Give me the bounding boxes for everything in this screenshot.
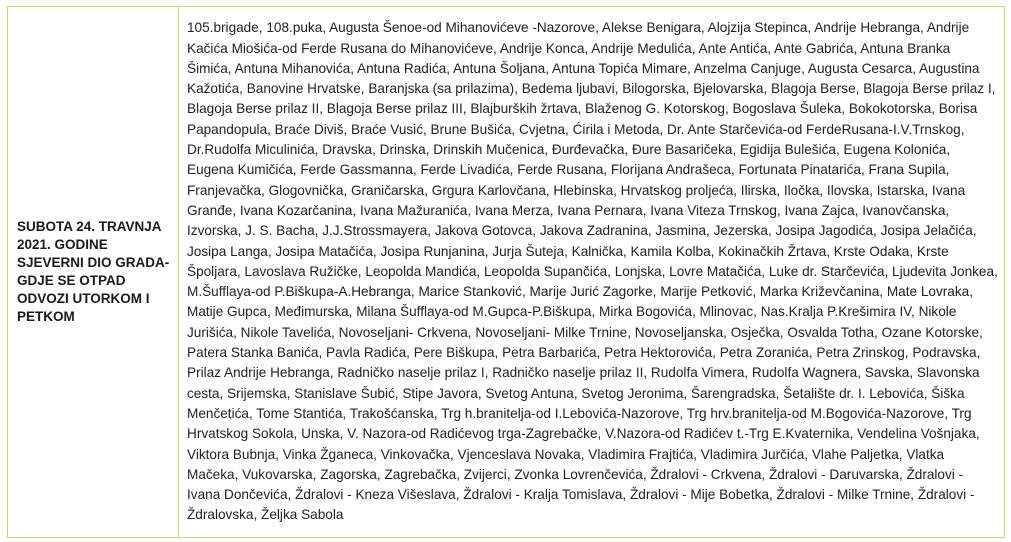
collection-day-label: SUBOTA 24. TRAVNJA 2021. GODINE SJEVERNI DIO GRADA-GDJE SE OTPAD ODVOZI UTORKOM I PETKOM (8, 7, 179, 538)
street-list: 105.brigade, 108.puka, Augusta Šenoe-od Mihanovićeve -Nazorove, Alekse Benigara, Alojzija Stepinca, Andrije Hebranga, Andrije Kačića Miošića-od Ferde Rusana do Mihanovićeve, Andrije Konca, Andrije Medulića, Ante Antića, Ante Gabrića, Antuna Branka Šimića, Antuna Mihanovića, Antuna Radića, Antuna Šoljana, Antuna Topića Mimare, Anzelma Canjuge, Augusta Cesarca, Augustina Kažotića, Banovine Hrvatske, Baranjska (sa prilazima), Bedema ljubavi, Bilogorska, Bjelovarska, Blagoja Berse, Blagoja Berse prilaz I, Blagoja Berse prilaz II, Blagoja Berse prilaz III, Blajburških žrtava, Blaženog G. Kotorskog, Bogoslava Šuleka, Bokokotorska, Borisa Papandopula, Braće Diviš, Braće Vusić, Brune Bušića, Cvjetna, Ćirila i Metoda, Dr. Ante Starčevića-od FerdeRusana-I.V.Trnskog, Dr.Rudolfa Miculinića, Dravska, Drinska, Drinskih Mučenica, Đurđevačka, Đure Basaričeka, Egidija Bulešića, Eugena Kolonića, Eugena Kumičića, Ferde Gassmanna, Ferde Livadića, Ferde Rusana, Florijana Andrašeca, Fortunata Pinatarića, Frana Supila, Franjevačka, Glogovnička, Graničarska, Grgura Karlovčana, Hlebinska, Hrvatskog proljeća, Ilirska, Iločka, Ilovska, Istarska, Ivana Granđe, Ivana Kozarčanina, Ivana Mažuranića, Ivana Merza, Ivana Pernara, Ivana Viteza Trnskog, Ivana Zajca, Ivanovčanska, Izvorska, J. S. Bacha, J.J.Strossmayera, Jakova Gotovca, Jakova Zadranina, Jasmina, Jezerska, Josipa Jagodića, Josipa Jelačića, Josipa Langa, Josipa Matačića, Josipa Runjanina, Jurja Šuteja, Kalnička, Kamila Kolba, Kokinačkih Žrtava, Krste Odaka, Krste Špoljara, Lavoslava Ružičke, Leopolda Mandića, Leopolda Supančića, Lonjska, Lovre Matačića, Luke dr. Starčevića, Ljudevita Jonkea, M.Šufflaya-od P.Biškupa-A.Hebranga, Marice Stanković, Marije Jurić Zagorke, Marije Petković, Marka Križevčanina, Mate Lovraka, Matije Gupca, Međimurska, Milana Šufflaya-od M.Gupca-P.Biškupa, Mirka Bogovića, Mlinovac, Nas.Kralja P.Krešimira IV, Nikole Jurišića, Nikole Tavelića, Novoseljani- Crkvena, Novoseljani- Milke Trnine, Novoseljanska, Osječka, Osvalda Totha, Ozane Kotorske, Patera Stanka Banića, Pavla Radića, Pere Biškupa, Petra Barbarića, Petra Hektorovića, Petra Zoranića, Petra Zrinskog, Podravska, Prilaz Andrije Hebranga, Radničko naselje prilaz I, Radničko naselje prilaz II, Rudolfa Vimera, Rudolfa Wagnera, Savska, Slavonska cesta, Srijemska, Stanislave Šubić, Stipe Javora, Svetog Antuna, Svetog Jeronima, Šarengradska, Šetalište dr. I. Lebovića, Šiška Menčetića, Tome Stantića, Trakošćanska, Trg h.branitelja-od I.Lebovića-Nazorove, Trg hrv.branitelja-od M.Bogovića-Nazorove, Trg Hrvatskog Sokola, Unska, V. Nazora-od Radićevog trga-Zagrebačke, V.Nazora-od Radićev t.-Trg E.Kvaternika, Vendelina Vošnjaka, Viktora Bubnja, Vinka Žganeca, Vinkovačka, Vjenceslava Novaka, Vladimira Frajtića, Vladimira Jurčića, Vlahe Paljetka, Vlatka Mačeka, Vukovarska, Zagorska, Zagrebačka, Zvijerci, Zvonka Lovrenčevića, Ždralovi - Crkvena, Ždralovi - Daruvarska, Ždralovi - Ivana Dončevića, Ždralovi - Kneza Višeslava, Ždralovi - Kralja Tomislava, Ždralovi - Mije Bobetka, Ždralovi - Milke Trnine, Ždralovi - Ždralovska, Željka Sabola (179, 7, 1005, 538)
schedule-row (8, 7, 1005, 538)
collection-schedule-table (7, 6, 1005, 538)
